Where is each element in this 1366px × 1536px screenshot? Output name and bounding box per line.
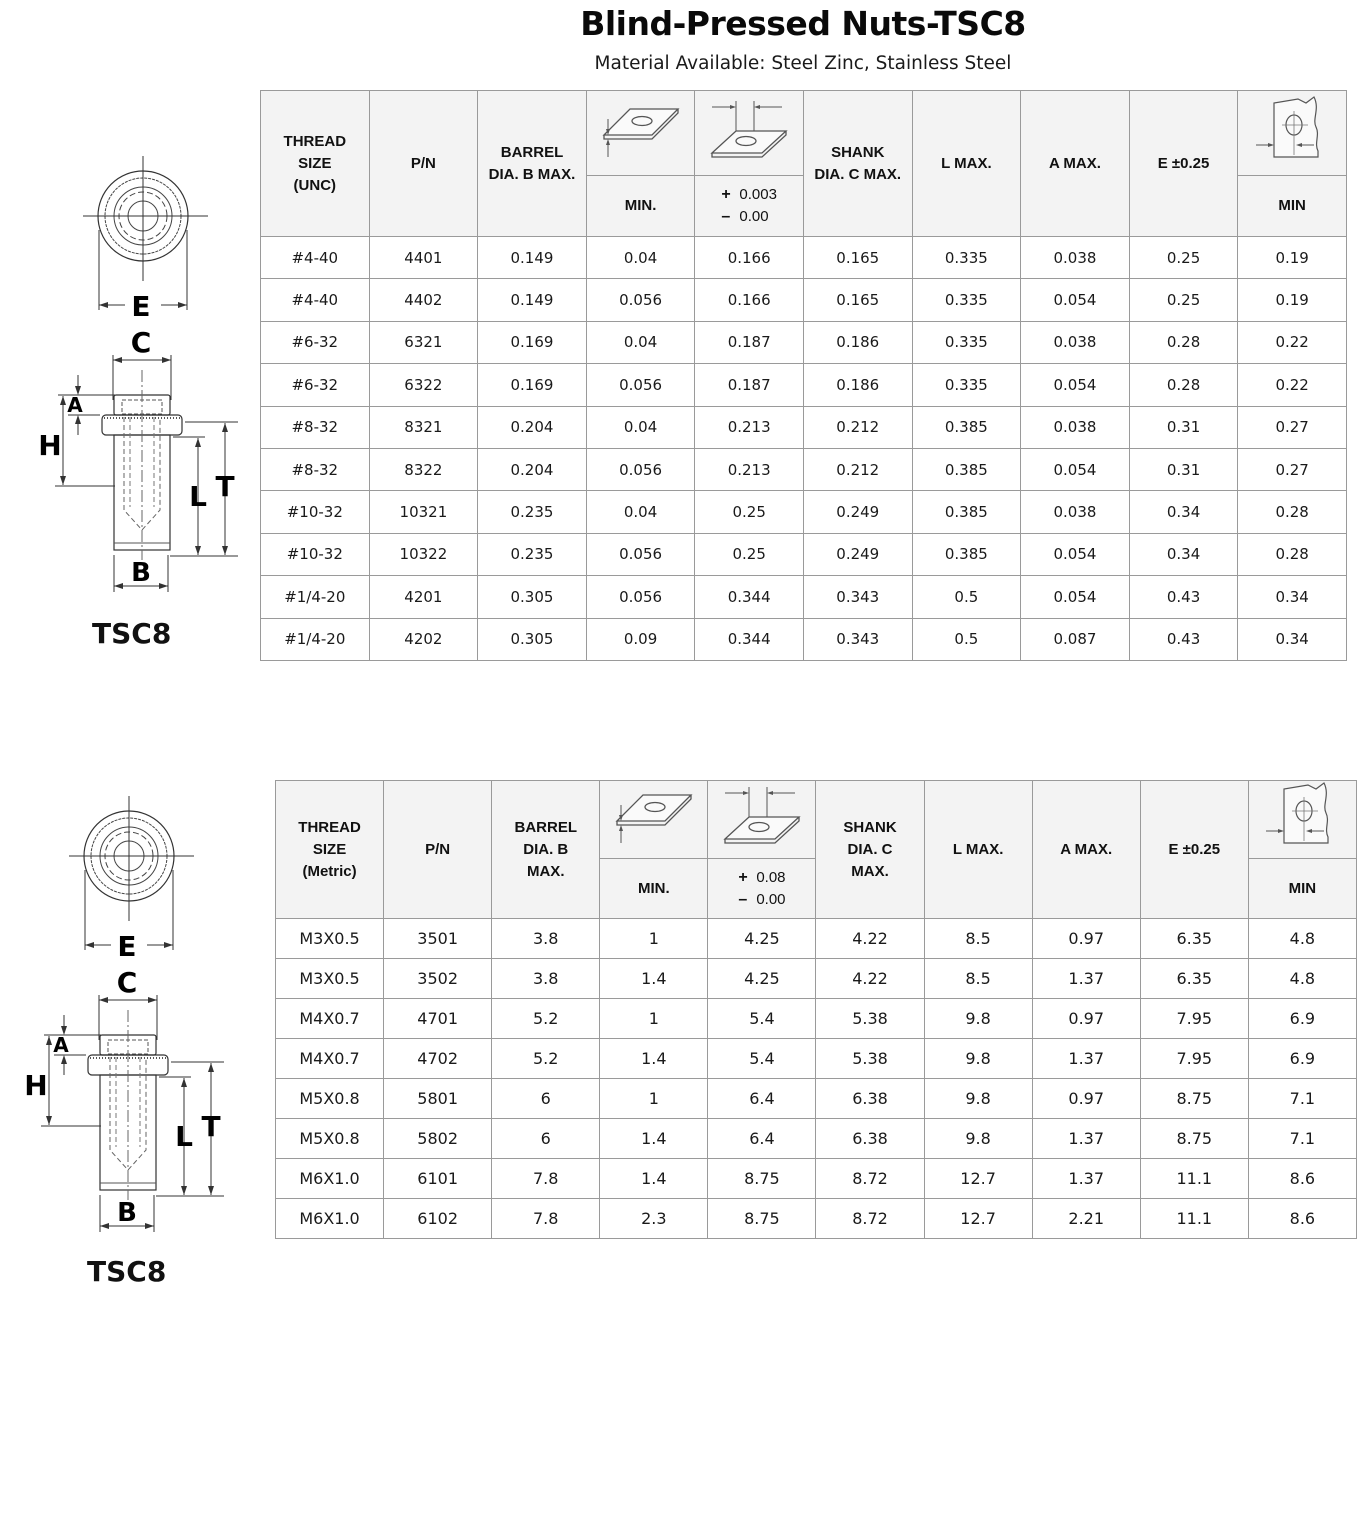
cell-edge-distance-min: 0.22 — [1238, 364, 1347, 406]
header-shank-dia — [816, 781, 924, 919]
cell-sheet-thickness-min: 2.3 — [600, 1199, 708, 1239]
cell-thread-size: M4X0.7 — [276, 1039, 384, 1079]
header-a-max: A MAX. — [1021, 91, 1130, 237]
cell-shank-dia: 8.72 — [816, 1159, 924, 1199]
cell-barrel-dia: 7.8 — [492, 1199, 600, 1239]
cell-sheet-thickness-min: 0.04 — [586, 237, 695, 279]
page-title: Blind-Pressed Nuts-TSC8 — [580, 4, 1026, 43]
cell-a-max: 0.054 — [1021, 533, 1130, 575]
cell-edge-distance-min: 0.28 — [1238, 533, 1347, 575]
cell-shank-dia: 5.38 — [816, 1039, 924, 1079]
cell-hole-size: 0.166 — [695, 237, 804, 279]
cell-edge-distance-min: 0.34 — [1238, 618, 1347, 660]
cell-hole-size: 0.344 — [695, 576, 804, 618]
cell-thread-size: #10-32 — [261, 533, 370, 575]
cell-sheet-thickness-min: 0.056 — [586, 279, 695, 321]
cell-sheet-thickness-min: 1 — [600, 1079, 708, 1119]
header-barrel-dia — [492, 781, 600, 919]
cell-e: 0.28 — [1129, 364, 1238, 406]
header-line: THREAD — [298, 818, 361, 836]
cell-pn: 5802 — [384, 1119, 492, 1159]
cell-shank-dia: 4.22 — [816, 919, 924, 959]
cell-thread-size: #8-32 — [261, 406, 370, 448]
header-hole-size-icon — [708, 781, 816, 859]
cell-thread-size: #8-32 — [261, 448, 370, 490]
cell-sheet-thickness-min: 0.056 — [586, 533, 695, 575]
cell-shank-dia: 0.249 — [803, 491, 912, 533]
cell-hole-size: 5.4 — [708, 1039, 816, 1079]
cell-a-max: 0.054 — [1021, 448, 1130, 490]
material-subtitle: Material Available: Steel Zinc, Stainless Steel — [594, 53, 1012, 74]
cell-pn: 6321 — [369, 321, 478, 363]
cell-shank-dia: 0.165 — [803, 237, 912, 279]
cell-shank-dia: 0.212 — [803, 406, 912, 448]
table-row — [261, 406, 1347, 448]
cell-thread-size: #4-40 — [261, 279, 370, 321]
cell-l-max: 0.385 — [912, 491, 1021, 533]
table-row — [276, 1199, 1357, 1239]
cell-e: 0.43 — [1129, 618, 1238, 660]
cell-l-max: 9.8 — [924, 1039, 1032, 1079]
header-pn: P/N — [384, 781, 492, 919]
cell-hole-size: 0.344 — [695, 618, 804, 660]
cell-a-max: 0.054 — [1021, 576, 1130, 618]
minus-sign: – — [738, 890, 748, 908]
cell-thread-size: #6-32 — [261, 321, 370, 363]
cell-l-max: 0.385 — [912, 406, 1021, 448]
header-line: DIA. B — [523, 840, 569, 858]
cell-e: 0.31 — [1129, 406, 1238, 448]
cell-e: 0.34 — [1129, 533, 1238, 575]
cell-barrel-dia: 0.305 — [478, 576, 587, 618]
cell-shank-dia: 0.343 — [803, 618, 912, 660]
cell-a-max: 1.37 — [1032, 1119, 1140, 1159]
cell-l-max: 12.7 — [924, 1159, 1032, 1199]
cell-sheet-thickness-min: 0.056 — [586, 576, 695, 618]
sheet-thickness-icon — [596, 99, 686, 161]
cell-pn: 10322 — [369, 533, 478, 575]
cell-a-max: 0.97 — [1032, 919, 1140, 959]
header-sheet-thickness-min: MIN. — [586, 176, 695, 237]
cell-a-max: 0.038 — [1021, 491, 1130, 533]
cell-hole-size: 0.187 — [695, 364, 804, 406]
cell-thread-size: M5X0.8 — [276, 1079, 384, 1119]
cell-sheet-thickness-min: 0.056 — [586, 364, 695, 406]
cell-a-max: 1.37 — [1032, 959, 1140, 999]
cell-pn: 10321 — [369, 491, 478, 533]
hole-diameter-icon — [717, 785, 807, 847]
cell-sheet-thickness-min: 1.4 — [600, 1159, 708, 1199]
plus-sign: + — [738, 868, 748, 886]
spec-table-metric — [275, 780, 1357, 1239]
cell-a-max: 0.087 — [1021, 618, 1130, 660]
cell-hole-size: 0.25 — [695, 533, 804, 575]
cell-hole-size: 6.4 — [708, 1119, 816, 1159]
table-row — [261, 321, 1347, 363]
cell-thread-size: #4-40 — [261, 237, 370, 279]
cell-a-max: 0.054 — [1021, 364, 1130, 406]
table-row — [276, 959, 1357, 999]
cell-thread-size: M5X0.8 — [276, 1119, 384, 1159]
cell-sheet-thickness-min: 0.09 — [586, 618, 695, 660]
cell-edge-distance-min: 7.1 — [1248, 1119, 1356, 1159]
cell-barrel-dia: 0.204 — [478, 448, 587, 490]
cell-edge-distance-min: 0.34 — [1238, 576, 1347, 618]
table-row — [276, 919, 1357, 959]
cell-thread-size: M6X1.0 — [276, 1159, 384, 1199]
cell-pn: 3501 — [384, 919, 492, 959]
cell-thread-size: #10-32 — [261, 491, 370, 533]
cell-barrel-dia: 7.8 — [492, 1159, 600, 1199]
cell-e: 7.95 — [1140, 1039, 1248, 1079]
tolerance — [738, 867, 785, 911]
cell-shank-dia: 0.165 — [803, 279, 912, 321]
dim-label-h: H — [24, 1069, 48, 1102]
cell-thread-size: #1/4-20 — [261, 576, 370, 618]
header-edge-distance-min: MIN — [1248, 859, 1356, 919]
cell-pn: 5801 — [384, 1079, 492, 1119]
cell-barrel-dia: 6 — [492, 1079, 600, 1119]
cell-hole-size: 4.25 — [708, 959, 816, 999]
hole-diameter-icon — [704, 99, 794, 161]
cell-edge-distance-min: 7.1 — [1248, 1079, 1356, 1119]
cell-sheet-thickness-min: 1.4 — [600, 1119, 708, 1159]
cell-edge-distance-min: 0.19 — [1238, 237, 1347, 279]
cell-edge-distance-min: 0.27 — [1238, 448, 1347, 490]
cell-l-max: 0.335 — [912, 279, 1021, 321]
cell-shank-dia: 5.38 — [816, 999, 924, 1039]
cell-pn: 4402 — [369, 279, 478, 321]
cell-thread-size: #1/4-20 — [261, 618, 370, 660]
header-l-max: L MAX. — [924, 781, 1032, 919]
header-line: DIA. C MAX. — [814, 165, 902, 183]
cell-e: 0.25 — [1129, 279, 1238, 321]
cell-e: 0.31 — [1129, 448, 1238, 490]
tol-plus: 0.003 — [739, 186, 777, 203]
spec-table-unc — [260, 90, 1347, 661]
cell-edge-distance-min: 0.27 — [1238, 406, 1347, 448]
cell-a-max: 2.21 — [1032, 1199, 1140, 1239]
header-line: SHANK — [831, 143, 885, 161]
dim-label-t: T — [215, 470, 235, 503]
cell-a-max: 0.038 — [1021, 237, 1130, 279]
nut-drawing-unc — [20, 150, 250, 600]
header-line: (Metric) — [302, 862, 357, 880]
cell-e: 8.75 — [1140, 1079, 1248, 1119]
cell-thread-size: #6-32 — [261, 364, 370, 406]
table-row — [261, 364, 1347, 406]
table-row — [276, 1039, 1357, 1079]
cell-shank-dia: 6.38 — [816, 1119, 924, 1159]
cell-thread-size: M6X1.0 — [276, 1199, 384, 1239]
cell-pn: 8322 — [369, 448, 478, 490]
cell-barrel-dia: 0.235 — [478, 491, 587, 533]
table-row — [261, 576, 1347, 618]
cell-e: 6.35 — [1140, 959, 1248, 999]
cell-barrel-dia: 0.204 — [478, 406, 587, 448]
cell-l-max: 0.335 — [912, 321, 1021, 363]
cell-pn: 3502 — [384, 959, 492, 999]
cell-a-max: 0.97 — [1032, 1079, 1140, 1119]
cell-edge-distance-min: 4.8 — [1248, 919, 1356, 959]
model-label-metric: TSC8 — [87, 1255, 167, 1288]
cell-barrel-dia: 0.149 — [478, 237, 587, 279]
header-edge-distance-icon — [1248, 781, 1356, 859]
dim-label-b: B — [131, 558, 151, 588]
cell-sheet-thickness-min: 1 — [600, 919, 708, 959]
cell-edge-distance-min: 0.28 — [1238, 491, 1347, 533]
cell-pn: 6322 — [369, 364, 478, 406]
cell-edge-distance-min: 8.6 — [1248, 1199, 1356, 1239]
table-row — [261, 279, 1347, 321]
cell-edge-distance-min: 8.6 — [1248, 1159, 1356, 1199]
sheet-thickness-icon — [609, 785, 699, 847]
cell-pn: 4701 — [384, 999, 492, 1039]
cell-sheet-thickness-min: 0.04 — [586, 406, 695, 448]
cell-hole-size: 0.25 — [695, 491, 804, 533]
cell-a-max: 1.37 — [1032, 1039, 1140, 1079]
cell-e: 0.25 — [1129, 237, 1238, 279]
cell-a-max: 0.038 — [1021, 321, 1130, 363]
cell-l-max: 8.5 — [924, 959, 1032, 999]
table-row — [276, 1119, 1357, 1159]
dim-label-e: E — [131, 290, 151, 323]
table-row — [261, 237, 1347, 279]
cell-pn: 6101 — [384, 1159, 492, 1199]
edge-distance-icon — [1252, 95, 1332, 165]
cell-edge-distance-min: 0.22 — [1238, 321, 1347, 363]
table-row — [261, 491, 1347, 533]
cell-shank-dia: 0.249 — [803, 533, 912, 575]
header-line: MAX. — [526, 862, 565, 880]
cell-pn: 4702 — [384, 1039, 492, 1079]
cell-shank-dia: 6.38 — [816, 1079, 924, 1119]
cell-sheet-thickness-min: 0.04 — [586, 491, 695, 533]
tol-minus: 0.00 — [756, 890, 786, 908]
header-edge-distance-icon — [1238, 91, 1347, 176]
cell-barrel-dia: 0.235 — [478, 533, 587, 575]
table-row — [276, 999, 1357, 1039]
cell-e: 0.43 — [1129, 576, 1238, 618]
header-a-max: A MAX. — [1032, 781, 1140, 919]
header-l-max: L MAX. — [912, 91, 1021, 237]
cell-pn: 4401 — [369, 237, 478, 279]
cell-hole-size: 0.187 — [695, 321, 804, 363]
cell-barrel-dia: 6 — [492, 1119, 600, 1159]
nut-drawing-metric — [6, 790, 236, 1240]
cell-barrel-dia: 5.2 — [492, 999, 600, 1039]
cell-pn: 4201 — [369, 576, 478, 618]
cell-shank-dia: 0.212 — [803, 448, 912, 490]
cell-sheet-thickness-min: 1.4 — [600, 959, 708, 999]
plus-sign: + — [721, 186, 731, 203]
cell-barrel-dia: 0.305 — [478, 618, 587, 660]
cell-thread-size: M4X0.7 — [276, 999, 384, 1039]
cell-pn: 6102 — [384, 1199, 492, 1239]
dim-label-c: C — [130, 326, 152, 359]
cell-e: 11.1 — [1140, 1199, 1248, 1239]
dim-label-b: B — [117, 1198, 137, 1228]
cell-sheet-thickness-min: 0.04 — [586, 321, 695, 363]
cell-edge-distance-min: 0.19 — [1238, 279, 1347, 321]
edge-distance-icon — [1262, 781, 1342, 851]
dim-label-c: C — [116, 966, 138, 999]
cell-barrel-dia: 0.169 — [478, 364, 587, 406]
header-hole-tolerance — [708, 859, 816, 919]
header-edge-distance-min: MIN — [1238, 176, 1347, 237]
dim-label-a: A — [53, 1033, 69, 1057]
dim-label-h: H — [38, 429, 62, 462]
cell-barrel-dia: 3.8 — [492, 959, 600, 999]
cell-hole-size: 8.75 — [708, 1159, 816, 1199]
cell-shank-dia: 0.186 — [803, 364, 912, 406]
cell-pn: 4202 — [369, 618, 478, 660]
cell-a-max: 1.37 — [1032, 1159, 1140, 1199]
header-barrel-dia — [478, 91, 587, 237]
header-sheet-thickness-icon — [600, 781, 708, 859]
cell-edge-distance-min: 6.9 — [1248, 999, 1356, 1039]
tol-plus: 0.08 — [756, 868, 786, 886]
model-label-unc: TSC8 — [92, 617, 172, 650]
header-line: MAX. — [851, 862, 889, 880]
header-line: SIZE — [312, 840, 347, 858]
header-line: SIZE — [298, 154, 332, 172]
cell-e: 7.95 — [1140, 999, 1248, 1039]
header-sheet-thickness-min: MIN. — [600, 859, 708, 919]
cell-hole-size: 6.4 — [708, 1079, 816, 1119]
header-thread-size — [276, 781, 384, 919]
cell-edge-distance-min: 4.8 — [1248, 959, 1356, 999]
table-row — [261, 618, 1347, 660]
header-line: BARREL — [514, 818, 577, 836]
minus-sign: – — [721, 208, 731, 225]
header-line: (UNC) — [293, 176, 337, 194]
header-pn: P/N — [369, 91, 478, 237]
cell-a-max: 0.97 — [1032, 999, 1140, 1039]
table-row — [276, 1159, 1357, 1199]
cell-l-max: 0.5 — [912, 618, 1021, 660]
cell-l-max: 8.5 — [924, 919, 1032, 959]
header-sheet-thickness-icon — [586, 91, 695, 176]
cell-barrel-dia: 0.169 — [478, 321, 587, 363]
table-row — [276, 1079, 1357, 1119]
cell-e: 8.75 — [1140, 1119, 1248, 1159]
cell-barrel-dia: 5.2 — [492, 1039, 600, 1079]
cell-shank-dia: 8.72 — [816, 1199, 924, 1239]
cell-edge-distance-min: 6.9 — [1248, 1039, 1356, 1079]
cell-hole-size: 8.75 — [708, 1199, 816, 1239]
tolerance — [721, 184, 777, 228]
cell-hole-size: 4.25 — [708, 919, 816, 959]
cell-hole-size: 5.4 — [708, 999, 816, 1039]
cell-barrel-dia: 0.149 — [478, 279, 587, 321]
header-line: DIA. B MAX. — [488, 165, 576, 183]
tol-minus: 0.00 — [739, 208, 769, 225]
dim-label-t: T — [201, 1110, 221, 1143]
dim-label-l: L — [175, 1120, 193, 1153]
cell-hole-size: 0.213 — [695, 406, 804, 448]
cell-shank-dia: 0.343 — [803, 576, 912, 618]
cell-shank-dia: 0.186 — [803, 321, 912, 363]
table-row — [261, 533, 1347, 575]
nut-dimension-drawing — [20, 150, 250, 600]
header-line: DIA. C — [847, 840, 893, 858]
header-hole-tolerance — [695, 176, 804, 237]
cell-l-max: 0.335 — [912, 237, 1021, 279]
cell-pn: 8321 — [369, 406, 478, 448]
cell-l-max: 12.7 — [924, 1199, 1032, 1239]
cell-sheet-thickness-min: 1.4 — [600, 1039, 708, 1079]
cell-l-max: 9.8 — [924, 999, 1032, 1039]
header-shank-dia — [803, 91, 912, 237]
cell-barrel-dia: 3.8 — [492, 919, 600, 959]
header-e: E ±0.25 — [1129, 91, 1238, 237]
cell-sheet-thickness-min: 0.056 — [586, 448, 695, 490]
header-thread-size — [261, 91, 370, 237]
cell-hole-size: 0.166 — [695, 279, 804, 321]
cell-e: 0.34 — [1129, 491, 1238, 533]
cell-e: 0.28 — [1129, 321, 1238, 363]
cell-hole-size: 0.213 — [695, 448, 804, 490]
nut-dimension-drawing — [6, 790, 236, 1240]
cell-l-max: 9.8 — [924, 1119, 1032, 1159]
cell-shank-dia: 4.22 — [816, 959, 924, 999]
table-row — [261, 448, 1347, 490]
dim-label-e: E — [117, 930, 137, 963]
header-line: THREAD — [283, 132, 347, 150]
header-e: E ±0.25 — [1140, 781, 1248, 919]
dim-label-l: L — [189, 480, 207, 513]
cell-a-max: 0.038 — [1021, 406, 1130, 448]
header-line: BARREL — [500, 143, 564, 161]
cell-l-max: 0.5 — [912, 576, 1021, 618]
cell-sheet-thickness-min: 1 — [600, 999, 708, 1039]
cell-e: 6.35 — [1140, 919, 1248, 959]
cell-l-max: 0.385 — [912, 533, 1021, 575]
dim-label-a: A — [67, 393, 83, 417]
cell-thread-size: M3X0.5 — [276, 919, 384, 959]
cell-l-max: 0.335 — [912, 364, 1021, 406]
cell-a-max: 0.054 — [1021, 279, 1130, 321]
cell-l-max: 9.8 — [924, 1079, 1032, 1119]
cell-l-max: 0.385 — [912, 448, 1021, 490]
cell-e: 11.1 — [1140, 1159, 1248, 1199]
header-line: SHANK — [843, 818, 897, 836]
header-hole-size-icon — [695, 91, 804, 176]
cell-thread-size: M3X0.5 — [276, 959, 384, 999]
